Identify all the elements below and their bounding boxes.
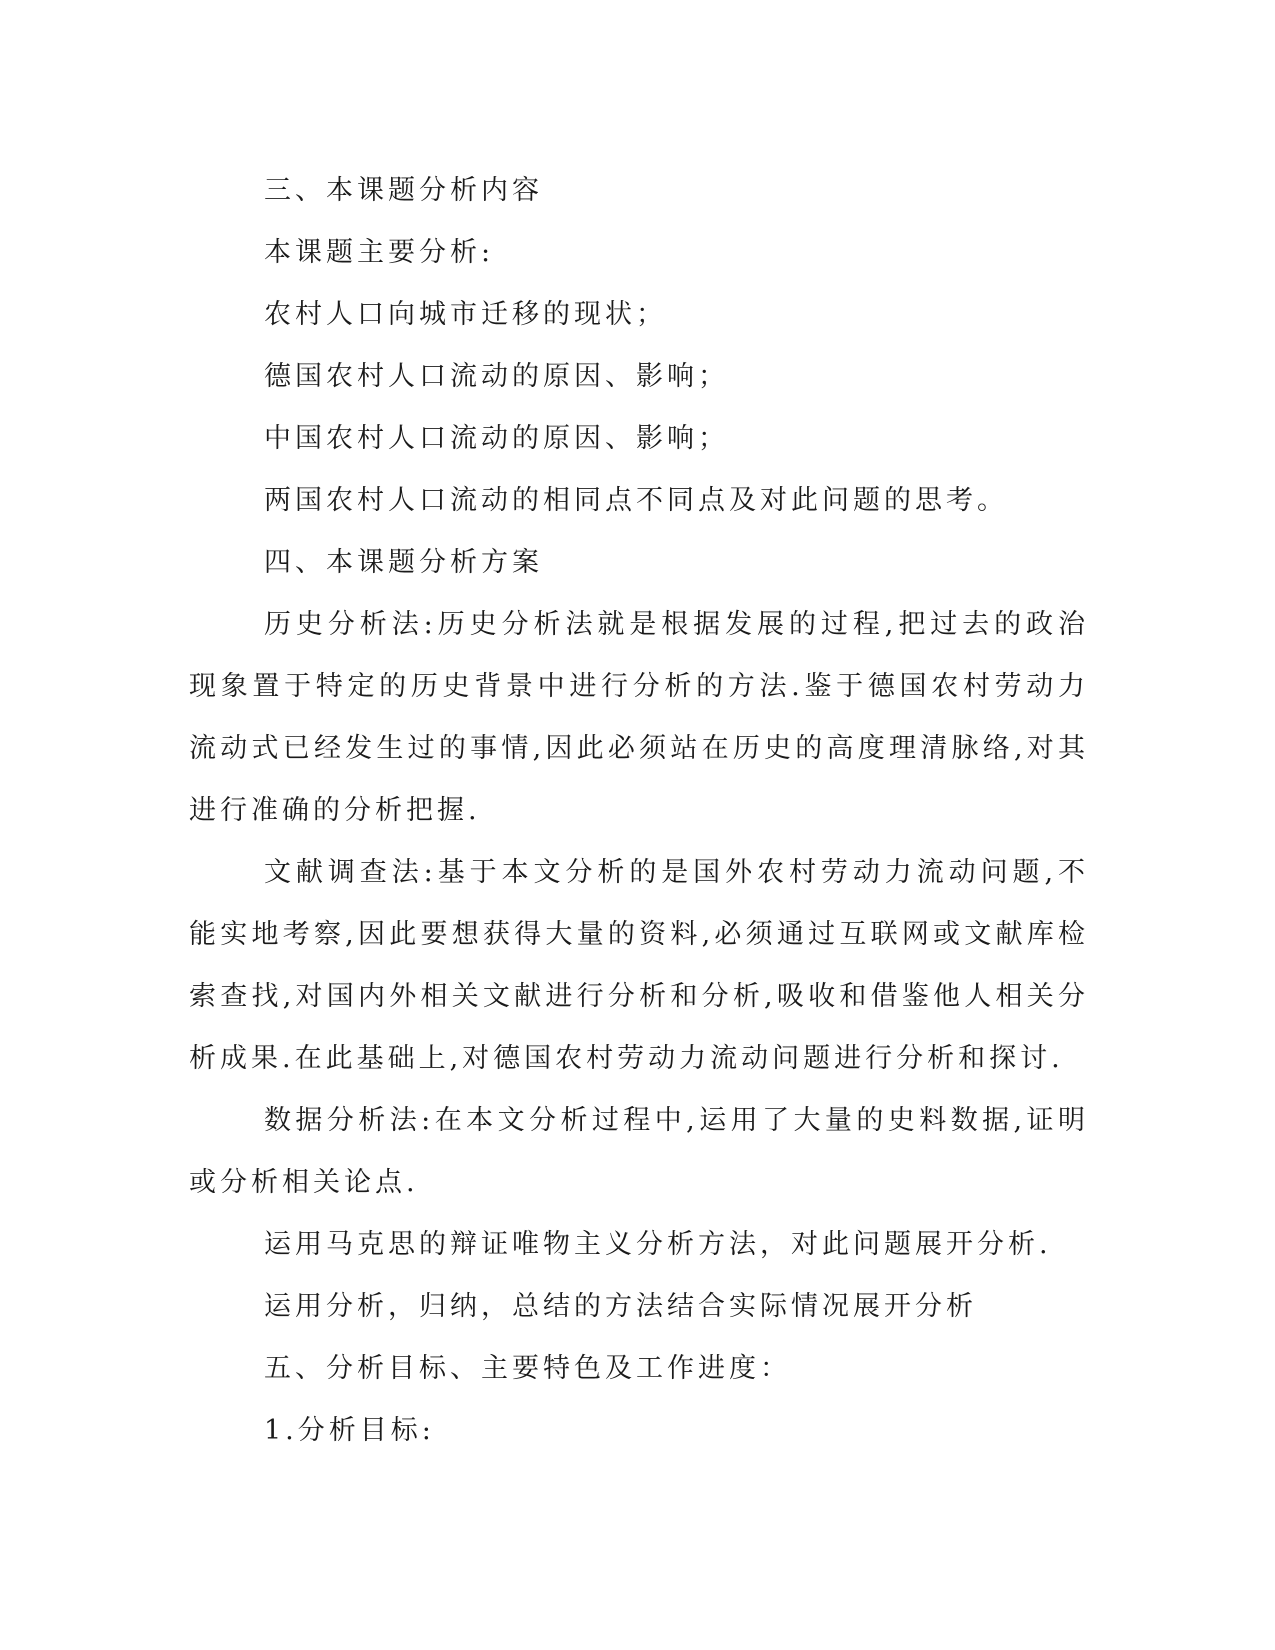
intro-line: 本课题主要分析: xyxy=(264,237,495,268)
method-line: 运用分析，归纳，总结的方法结合实际情况展开分析 xyxy=(264,1291,977,1322)
section-heading-three: 三、本课题分析内容 xyxy=(264,175,543,206)
list-item: 两国农村人口流动的相同点不同点及对此问题的思考。 xyxy=(264,485,1008,516)
section-heading-four: 四、本课题分析方案 xyxy=(264,547,543,578)
section-heading-five: 五、分析目标、主要特色及工作进度： xyxy=(264,1353,791,1384)
list-item: 农村人口向城市迁移的现状； xyxy=(264,299,667,330)
document-body xyxy=(189,160,1089,1462)
paragraph-literature-method: 文献调查法:基于本文分析的是国外农村劳动力流动问题,不能实地考察,因此要想获得大量的资料,必须通过互联网或文献库检索查找,对国内外相关文献进行分析和分析,吸收和借鉴他人相关分析成果.在此基础上,对德国农村劳动力流动问题进行分析和探讨. xyxy=(189,857,1089,1074)
paragraph-historical-method: 历史分析法:历史分析法就是根据发展的过程,把过去的政治现象置于特定的历史背景中进行分析的方法.鉴于德国农村劳动力流动式已经发生过的事情,因此必须站在历史的高度理清脉络,对其进行准确的分析把握. xyxy=(189,609,1089,826)
list-item: 德国农村人口流动的原因、影响； xyxy=(264,361,729,392)
list-item: 中国农村人口流动的原因、影响； xyxy=(264,423,729,454)
subheading-goals: 1.分析目标: xyxy=(264,1415,435,1446)
paragraph-data-method: 数据分析法:在本文分析过程中,运用了大量的史料数据,证明或分析相关论点. xyxy=(189,1105,1089,1198)
method-line: 运用马克思的辩证唯物主义分析方法，对此问题展开分析. xyxy=(264,1229,1052,1260)
